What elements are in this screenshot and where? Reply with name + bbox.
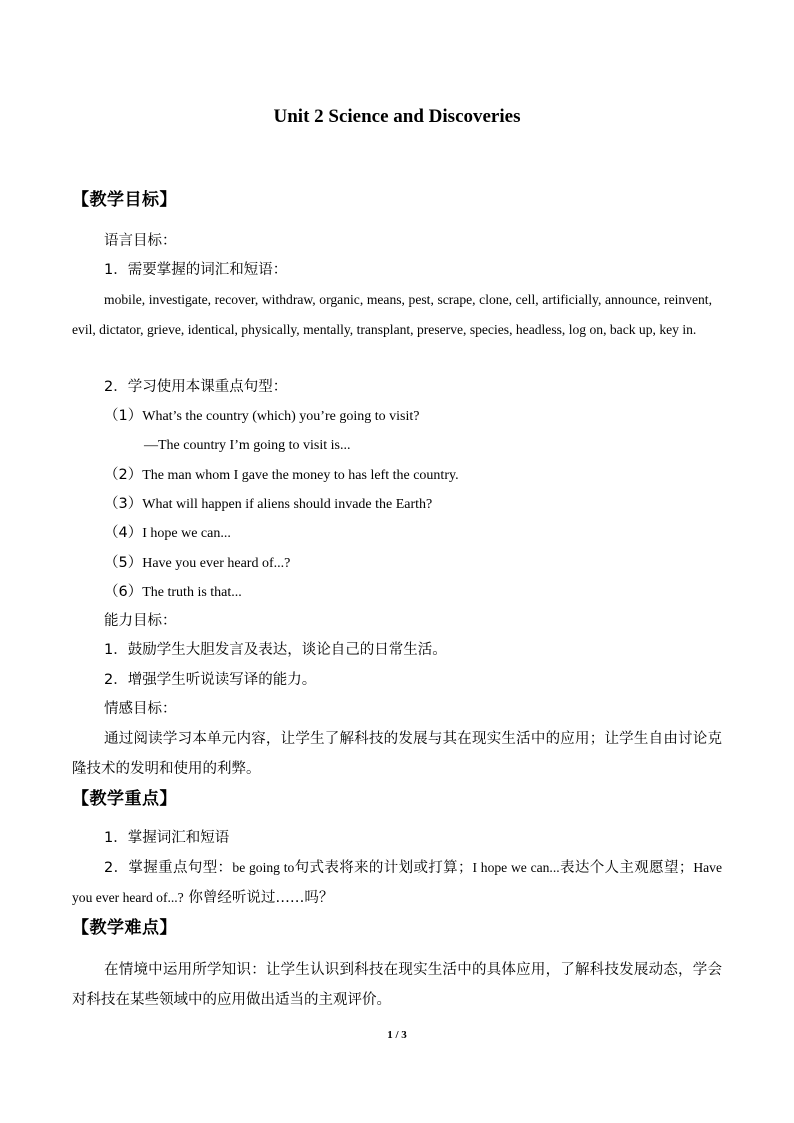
key-point-item-1: 1．掌握词汇和短语 bbox=[104, 830, 230, 846]
sentence-pattern-1-answer bbox=[144, 433, 350, 458]
section-heading-difficulties: 【教学难点】 bbox=[72, 918, 177, 938]
vocabulary-item-label: 1．需要掌握的词汇和短语： bbox=[104, 262, 288, 278]
pattern-number: （2） bbox=[104, 467, 143, 483]
pattern-number: （1） bbox=[104, 408, 143, 424]
key-point-desc-2: 表达个人主观愿望； bbox=[559, 860, 694, 876]
section-heading-objectives: 【教学目标】 bbox=[72, 190, 177, 210]
key-point-pattern-1: be going to bbox=[232, 860, 295, 875]
ability-goal-label: 能力目标： bbox=[104, 613, 177, 629]
key-point-desc-1: 句式表将来的计划或打算； bbox=[294, 860, 473, 876]
language-goal-label: 语言目标： bbox=[104, 233, 177, 249]
key-point-pattern-3: Have you ever heard of...? bbox=[72, 860, 723, 905]
pattern-text: What will happen if aliens should invade the Earth? bbox=[142, 497, 433, 512]
pattern-number: （4） bbox=[104, 525, 143, 541]
emotion-goal-text: 通过阅读学习本单元内容，让学生了解科技的发展与其在现实生活中的应用；让学生自由讨论克隆技术的发明和使用的利弊。 bbox=[72, 731, 722, 777]
document-title: Unit 2 Science and Discoveries bbox=[273, 106, 521, 127]
sentence-pattern-1 bbox=[104, 404, 419, 429]
pattern-number: （3） bbox=[104, 496, 143, 512]
sentence-patterns-label: 2．学习使用本课重点句型： bbox=[104, 379, 288, 395]
difficulties-text: 在情境中运用所学知识：让学生认识到科技在现实生活中的具体应用，了解科技发展动态，学会对科技在某些领域中的应用做出适当的主观评价。 bbox=[72, 962, 722, 1008]
sentence-pattern-5 bbox=[104, 551, 290, 576]
vocabulary-list: mobile, investigate, recover, withdraw, organic, means, pest, scrape, clone, cell, artificially, announce, reinvent, evil, dictator, grieve, identical, physically, mentally, transplant, preserve, species, headless, log on, back up, key in. bbox=[72, 292, 712, 337]
key-point-prefix: 2．掌握重点句型： bbox=[104, 860, 233, 876]
emotion-goal-label: 情感目标： bbox=[104, 701, 177, 717]
sentence-pattern-2 bbox=[104, 463, 459, 488]
ability-goal-item-1: 1．鼓励学生大胆发言及表达，谈论自己的日常生活。 bbox=[104, 642, 447, 658]
pattern-text: The truth is that... bbox=[142, 585, 242, 600]
pattern-text: I hope we can... bbox=[142, 526, 231, 541]
pattern-number: （6） bbox=[104, 584, 143, 600]
pattern-text: The man whom I gave the money to has left the country. bbox=[142, 468, 459, 483]
key-point-desc-3: 你曾经听说过……吗？ bbox=[183, 890, 334, 906]
ability-goal-item-2: 2．增强学生听说读写译的能力。 bbox=[104, 672, 317, 688]
sentence-pattern-6 bbox=[104, 580, 242, 605]
pattern-text: What’s the country (which) you’re going to visit? bbox=[142, 409, 420, 424]
sentence-pattern-3 bbox=[104, 492, 432, 517]
sentence-pattern-4 bbox=[104, 521, 231, 546]
page-number: 1 / 3 bbox=[387, 1029, 407, 1041]
pattern-text: —The country I’m going to visit is... bbox=[144, 438, 351, 453]
pattern-number: （5） bbox=[104, 555, 143, 571]
section-heading-key-points: 【教学重点】 bbox=[72, 789, 177, 809]
pattern-text: Have you ever heard of...? bbox=[142, 556, 291, 571]
key-point-pattern-2: I hope we can... bbox=[472, 860, 560, 875]
key-point-item-2 bbox=[72, 853, 722, 913]
